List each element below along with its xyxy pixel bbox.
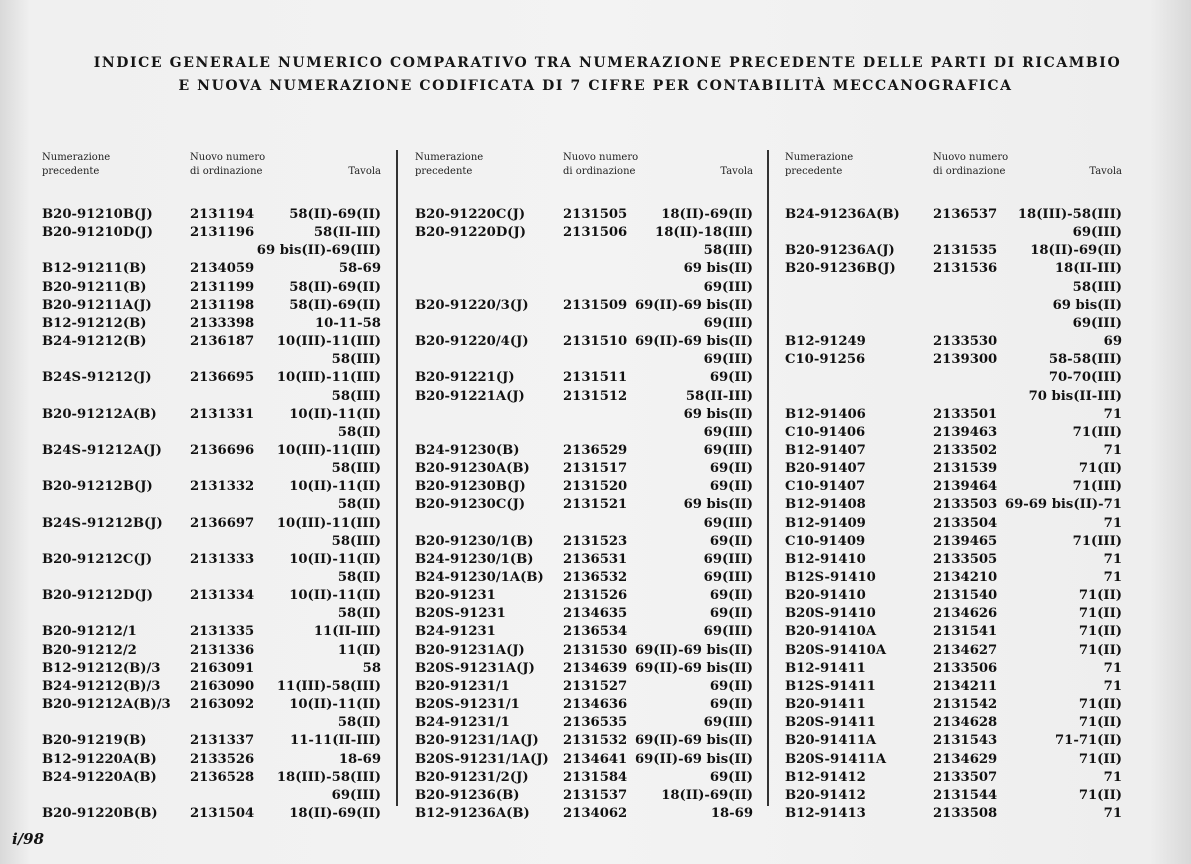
new-order-number: 2134628 — [933, 715, 998, 731]
new-order-number: 2163090 — [190, 678, 255, 694]
tavola-ref: 71(II) — [1078, 697, 1122, 713]
header-tavola: Tavola — [348, 166, 381, 177]
previous-number: B20S-91411A — [785, 751, 887, 767]
new-order-number: 2131509 — [563, 297, 628, 313]
previous-number: B20-91230B(J) — [415, 479, 526, 495]
tavola-ref: 69(III) — [703, 570, 753, 585]
tavola-ref: 10(II)-11(II) — [289, 479, 381, 495]
new-order-number: 2136532 — [563, 570, 628, 585]
new-order-number: 2131540 — [933, 588, 998, 604]
header-line: di ordinazione — [563, 166, 636, 177]
tavola-ref: 71 — [1103, 678, 1122, 694]
previous-number: B24-91212(B)/3 — [42, 678, 161, 694]
tavola-ref: 10(III)-11(III) — [276, 370, 381, 386]
new-order-number: 2131526 — [563, 588, 628, 604]
previous-number: B20-91212/1 — [42, 624, 137, 640]
previous-number: B12-91409 — [785, 515, 866, 531]
new-order-number: 2133506 — [933, 660, 998, 676]
tavola-ref: 18-69 — [710, 805, 753, 821]
new-order-number: 2131535 — [933, 243, 998, 259]
previous-number: B20S-91410 — [785, 606, 876, 622]
tavola-ref: 69(III) — [1072, 225, 1122, 241]
header-nuovo-numero — [190, 151, 265, 179]
previous-number: C10-91406 — [785, 424, 866, 440]
previous-number: B20-91411 — [785, 697, 866, 713]
new-order-number: 2131198 — [190, 297, 255, 313]
new-order-number: 2131536 — [933, 261, 998, 277]
header-line: Nuovo numero — [933, 152, 1009, 163]
new-order-number: 2131543 — [933, 733, 998, 749]
tavola-ref: 69(III) — [703, 715, 753, 731]
tavola-ref: 69(III) — [703, 515, 753, 531]
previous-number: B20-91231/2(J) — [415, 769, 529, 785]
previous-number: B20-91212C(J) — [42, 551, 153, 567]
new-order-number: 2131523 — [563, 533, 628, 549]
tavola-ref: 71(III) — [1072, 533, 1122, 549]
tavola-ref: 69(II) — [709, 606, 753, 622]
tavola-ref: 58(II-III) — [313, 225, 381, 241]
new-order-number: 2136531 — [563, 551, 628, 567]
tavola-ref: 58 — [362, 660, 381, 676]
previous-number: B20-91212D(J) — [42, 588, 154, 604]
tavola-ref: 71(II) — [1078, 642, 1122, 658]
new-order-number: 2163091 — [190, 660, 255, 676]
tavola-ref: 69(III) — [1072, 315, 1122, 331]
tavola-ref: 69 bis(II) — [683, 497, 753, 513]
tavola-ref: 10-11-58 — [314, 315, 381, 331]
tavola-ref: 69 — [1103, 334, 1122, 350]
tavola-ref: 11(II-III) — [313, 624, 381, 640]
tavola-ref: 58(II-III) — [685, 388, 753, 404]
new-order-number: 2133398 — [190, 315, 255, 331]
new-order-number: 2131584 — [563, 769, 628, 785]
new-order-number: 2139465 — [933, 533, 998, 549]
previous-number: B24-91231/1 — [415, 715, 510, 731]
previous-number: B24-91231 — [415, 624, 496, 640]
tavola-ref: 71(II) — [1078, 751, 1122, 767]
new-order-number: 2136187 — [190, 334, 255, 350]
tavola-ref: 69(II)-69 bis(II) — [634, 297, 753, 313]
new-order-number: 2131511 — [563, 370, 628, 386]
previous-number: B20-91212A(B) — [42, 406, 157, 422]
tavola-ref: 71(II) — [1078, 787, 1122, 803]
header-line: di ordinazione — [933, 166, 1006, 177]
tavola-ref: 69(III) — [703, 424, 753, 440]
previous-number: B20S-91231/1 — [415, 697, 520, 713]
tavola-ref: 18(II)-69(II) — [289, 805, 381, 821]
new-order-number: 2133507 — [933, 769, 998, 785]
tavola-ref: 69(III) — [703, 315, 753, 331]
previous-number: B20-91221(J) — [415, 370, 515, 386]
tavola-ref: 58-69 — [338, 261, 381, 277]
new-order-number: 2131539 — [933, 461, 998, 477]
previous-number: B20-91410 — [785, 588, 866, 604]
tavola-ref: 58(III) — [331, 388, 381, 404]
new-order-number: 2136534 — [563, 624, 628, 640]
tavola-ref: 11-11(II-III) — [290, 733, 381, 749]
tavola-ref: 71(II) — [1078, 606, 1122, 622]
previous-number: B12-91249 — [785, 334, 866, 350]
previous-number: B24S-91212B(J) — [42, 515, 163, 531]
new-order-number: 2131336 — [190, 642, 255, 658]
tavola-ref: 58(III) — [703, 243, 753, 259]
new-order-number: 2133526 — [190, 751, 255, 767]
previous-number: B20-91211(B) — [42, 279, 147, 295]
new-order-number: 2134210 — [933, 570, 998, 585]
tavola-ref: 10(II)-11(II) — [289, 406, 381, 422]
column-divider-2 — [767, 150, 769, 806]
previous-number: B20-91230C(J) — [415, 497, 526, 513]
new-order-number: 2131196 — [190, 225, 255, 241]
header-line: Numerazione — [415, 152, 484, 163]
new-order-number: 2131532 — [563, 733, 628, 749]
new-order-number: 2133505 — [933, 551, 998, 567]
new-order-number: 2131194 — [190, 207, 255, 222]
previous-number: B20S-91410A — [785, 642, 887, 658]
tavola-ref: 18(III)-58(III) — [276, 769, 381, 785]
page-number: i/98 — [12, 830, 45, 848]
previous-number: B20-91230/1(B) — [415, 533, 534, 549]
header-nuovo-numero — [933, 151, 1008, 179]
previous-number: B24-91230/1A(B) — [415, 570, 544, 585]
new-order-number: 2131199 — [190, 279, 255, 295]
new-order-number: 2134211 — [933, 678, 998, 694]
previous-number: B20-91219(B) — [42, 733, 147, 749]
tavola-ref: 71 — [1103, 515, 1122, 531]
new-order-number: 2131542 — [933, 697, 998, 713]
new-order-number: 2131520 — [563, 479, 628, 495]
previous-number: B12S-91411 — [785, 678, 876, 694]
new-order-number: 2131530 — [563, 642, 628, 658]
tavola-ref: 69(III) — [703, 352, 753, 368]
tavola-ref: 69(II) — [709, 461, 753, 477]
previous-number: B12-91220A(B) — [42, 751, 157, 767]
tavola-ref: 69(III) — [331, 787, 381, 803]
tavola-ref: 71-71(II) — [1055, 733, 1122, 749]
new-order-number: 2136697 — [190, 515, 255, 531]
tavola-ref: 58(III) — [331, 461, 381, 477]
tavola-ref: 71 — [1103, 442, 1122, 458]
tavola-ref: 10(II)-11(II) — [289, 551, 381, 567]
header-line: precedente — [415, 166, 473, 177]
previous-number: C10-91409 — [785, 533, 866, 549]
new-order-number: 2136695 — [190, 370, 255, 386]
previous-number: B20-91236A(J) — [785, 243, 895, 259]
previous-number: B24-91220A(B) — [42, 769, 157, 785]
previous-number: B24-91230(B) — [415, 442, 520, 458]
previous-number: B20-91231/1 — [415, 678, 510, 694]
tavola-ref: 58(II)-69(II) — [289, 297, 381, 313]
new-order-number: 2136535 — [563, 715, 628, 731]
new-order-number: 2131527 — [563, 678, 628, 694]
previous-number: B24-91230/1(B) — [415, 551, 534, 567]
header-nuovo-numero — [563, 151, 638, 179]
new-order-number: 2131334 — [190, 588, 255, 604]
new-order-number: 2139300 — [933, 352, 998, 368]
previous-number: B12-91411 — [785, 660, 866, 676]
tavola-ref: 69(III) — [703, 442, 753, 458]
tavola-ref: 71(III) — [1072, 479, 1122, 495]
new-order-number: 2131333 — [190, 551, 255, 567]
tavola-ref: 69-69 bis(II)-71 — [1004, 497, 1122, 513]
previous-number: B20-91220B(B) — [42, 805, 158, 821]
new-order-number: 2134062 — [563, 805, 628, 821]
new-order-number: 2131521 — [563, 497, 628, 513]
previous-number: B12S-91410 — [785, 570, 876, 585]
tavola-ref: 69(II)-69 bis(II) — [634, 334, 753, 350]
tavola-ref: 18(II-III) — [1054, 261, 1122, 277]
new-order-number: 2131541 — [933, 624, 998, 640]
previous-number: B20-91211A(J) — [42, 297, 152, 313]
tavola-ref: 10(III)-11(III) — [276, 442, 381, 458]
previous-number: B12-91412 — [785, 769, 866, 785]
new-order-number: 2136529 — [563, 442, 628, 458]
tavola-ref: 58(III) — [1072, 279, 1122, 295]
tavola-ref: 69(III) — [703, 624, 753, 640]
new-order-number: 2134636 — [563, 697, 628, 713]
header-line: Nuovo numero — [190, 152, 266, 163]
tavola-ref: 69(III) — [703, 551, 753, 567]
index-title-line-1: INDICE GENERALE NUMERICO COMPARATIVO TRA NUMERAZIONE PRECEDENTE DELLE PARTI DI RICAMBIO — [93, 55, 1122, 71]
new-order-number: 2139464 — [933, 479, 998, 495]
previous-number: B12-91212(B)/3 — [42, 660, 161, 676]
tavola-ref: 69 bis(II) — [683, 261, 753, 277]
new-order-number: 2133501 — [933, 406, 998, 422]
header-line: precedente — [42, 166, 100, 177]
previous-number: B20-91236B(J) — [785, 261, 896, 277]
previous-number: B12-91407 — [785, 442, 866, 458]
tavola-ref: 58-58(III) — [1048, 352, 1122, 368]
header-tavola: Tavola — [720, 166, 753, 177]
new-order-number: 2133503 — [933, 497, 998, 513]
tavola-ref: 58(II) — [337, 424, 381, 440]
tavola-ref: 69 bis(II) — [1052, 297, 1122, 313]
tavola-ref: 58(III) — [331, 533, 381, 549]
previous-number: B20-91212A(B)/3 — [42, 697, 171, 713]
tavola-ref: 69(II) — [709, 697, 753, 713]
new-order-number: 2131517 — [563, 461, 628, 477]
header-numerazione-precedente — [42, 151, 110, 179]
previous-number: B20-91410A — [785, 624, 877, 640]
new-order-number: 2134639 — [563, 660, 628, 676]
previous-number: B24-91236A(B) — [785, 207, 900, 222]
tavola-ref: 58(III) — [331, 352, 381, 368]
header-line: Nuovo numero — [563, 152, 639, 163]
tavola-ref: 11(II) — [337, 642, 381, 658]
new-order-number: 2134626 — [933, 606, 998, 622]
tavola-ref: 58(II) — [337, 606, 381, 622]
previous-number: B20-91220/3(J) — [415, 297, 529, 313]
new-order-number: 2131510 — [563, 334, 628, 350]
tavola-ref: 10(III)-11(III) — [276, 334, 381, 350]
previous-number: B20-91231/1A(J) — [415, 733, 539, 749]
tavola-ref: 18(III)-58(III) — [1017, 207, 1122, 222]
column-divider-1 — [396, 150, 398, 806]
tavola-ref: 71(II) — [1078, 624, 1122, 640]
tavola-ref: 71 — [1103, 406, 1122, 422]
header-numerazione-precedente — [415, 151, 483, 179]
tavola-ref: 18-69 — [338, 751, 381, 767]
previous-number: B20S-91231A(J) — [415, 660, 535, 676]
tavola-ref: 18(II)-69(II) — [661, 787, 753, 803]
tavola-ref: 69(II)-69 bis(II) — [634, 751, 753, 767]
previous-number: B20-91407 — [785, 461, 866, 477]
tavola-ref: 71(II) — [1078, 715, 1122, 731]
header-line: precedente — [785, 166, 843, 177]
tavola-ref: 71 — [1103, 551, 1122, 567]
tavola-ref: 18(II)-69(II) — [1030, 243, 1122, 259]
tavola-ref: 58(II)-69(II) — [289, 279, 381, 295]
tavola-ref: 58(II) — [337, 497, 381, 513]
new-order-number: 2134641 — [563, 751, 628, 767]
previous-number: B12-91410 — [785, 551, 866, 567]
tavola-ref: 69(III) — [703, 279, 753, 295]
new-order-number: 2136696 — [190, 442, 255, 458]
previous-number: B20-91411A — [785, 733, 877, 749]
tavola-ref: 69(II) — [709, 370, 753, 386]
new-order-number: 2131506 — [563, 225, 628, 241]
previous-number: B12-91413 — [785, 805, 866, 821]
new-order-number: 2133508 — [933, 805, 998, 821]
new-order-number: 2134627 — [933, 642, 998, 658]
new-order-number: 2133504 — [933, 515, 998, 531]
tavola-ref: 69(II) — [709, 588, 753, 604]
previous-number: B20-91220/4(J) — [415, 334, 529, 350]
tavola-ref: 69(II) — [709, 769, 753, 785]
previous-number: B12-91212(B) — [42, 315, 147, 331]
tavola-ref: 58(II) — [337, 570, 381, 585]
tavola-ref: 10(II)-11(II) — [289, 697, 381, 713]
tavola-ref: 10(III)-11(III) — [276, 515, 381, 531]
previous-number: B20S-91231/1A(J) — [415, 751, 549, 767]
tavola-ref: 11(III)-58(III) — [276, 678, 381, 694]
tavola-ref: 69 bis(II) — [683, 406, 753, 422]
tavola-ref: 69(II)-69 bis(II) — [634, 660, 753, 676]
new-order-number: 2134629 — [933, 751, 998, 767]
previous-number: B20S-91411 — [785, 715, 876, 731]
new-order-number: 2134059 — [190, 261, 255, 277]
new-order-number: 2133502 — [933, 442, 998, 458]
new-order-number: 2131332 — [190, 479, 255, 495]
previous-number: B20-91412 — [785, 787, 866, 803]
tavola-ref: 71 — [1103, 805, 1122, 821]
new-order-number: 2136528 — [190, 769, 255, 785]
previous-number: B20-91230A(B) — [415, 461, 530, 477]
new-order-number: 2131337 — [190, 733, 255, 749]
tavola-ref: 71 — [1103, 769, 1122, 785]
previous-number: B20-91220D(J) — [415, 225, 527, 241]
new-order-number: 2131335 — [190, 624, 255, 640]
previous-number: C10-91407 — [785, 479, 866, 495]
header-tavola: Tavola — [1089, 166, 1122, 177]
new-order-number: 2131505 — [563, 207, 628, 222]
tavola-ref: 71(II) — [1078, 588, 1122, 604]
tavola-ref: 18(II)-69(II) — [661, 207, 753, 222]
previous-number: B12-91211(B) — [42, 261, 147, 277]
tavola-ref: 69(II) — [709, 678, 753, 694]
new-order-number: 2131544 — [933, 787, 998, 803]
new-order-number: 2139463 — [933, 424, 998, 440]
index-title-line-2: E NUOVA NUMERAZIONE CODIFICATA DI 7 CIFRE PER CONTABILITÀ MECCANOGRAFICA — [178, 78, 1013, 94]
previous-number: B20-91231A(J) — [415, 642, 525, 658]
tavola-ref: 58(II) — [337, 715, 381, 731]
new-order-number: 2133530 — [933, 334, 998, 350]
tavola-ref: 10(II)-11(II) — [289, 588, 381, 604]
header-line: di ordinazione — [190, 166, 263, 177]
tavola-ref: 71 — [1103, 570, 1122, 585]
new-order-number: 2131512 — [563, 388, 628, 404]
previous-number: B20-91231 — [415, 588, 496, 604]
new-order-number: 2163092 — [190, 697, 255, 713]
new-order-number: 2131504 — [190, 805, 255, 821]
previous-number: B20-91236(B) — [415, 787, 520, 803]
previous-number: B20-91212B(J) — [42, 479, 153, 495]
previous-number: B20-91210B(J) — [42, 207, 153, 222]
previous-number: B24S-91212A(J) — [42, 442, 162, 458]
new-order-number: 2131537 — [563, 787, 628, 803]
tavola-ref: 71(II) — [1078, 461, 1122, 477]
new-order-number: 2134635 — [563, 606, 628, 622]
previous-number: B24S-91212(J) — [42, 370, 152, 386]
new-order-number: 2131331 — [190, 406, 255, 422]
tavola-ref: 70 bis(II-III) — [1028, 388, 1122, 404]
previous-number: B12-91406 — [785, 406, 866, 422]
tavola-ref: 69(II) — [709, 533, 753, 549]
tavola-ref: 71 — [1103, 660, 1122, 676]
previous-number: B12-91408 — [785, 497, 866, 513]
previous-number: B20S-91231 — [415, 606, 506, 622]
tavola-ref: 69(II) — [709, 479, 753, 495]
header-line: Numerazione — [42, 152, 111, 163]
tavola-ref: 69(II)-69 bis(II) — [634, 642, 753, 658]
tavola-ref: 18(II)-18(III) — [655, 225, 753, 241]
header-line: Numerazione — [785, 152, 854, 163]
previous-number: B20-91210D(J) — [42, 225, 154, 241]
tavola-ref: 69 bis(II)-69(III) — [256, 243, 381, 259]
previous-number: B20-91212/2 — [42, 642, 137, 658]
previous-number: B20-91221A(J) — [415, 388, 525, 404]
new-order-number: 2136537 — [933, 207, 998, 222]
tavola-ref: 71(III) — [1072, 424, 1122, 440]
header-numerazione-precedente — [785, 151, 853, 179]
previous-number: B12-91236A(B) — [415, 805, 530, 821]
previous-number: C10-91256 — [785, 352, 866, 368]
previous-number: B20-91220C(J) — [415, 207, 526, 222]
tavola-ref: 58(II)-69(II) — [289, 207, 381, 222]
tavola-ref: 69(II)-69 bis(II) — [634, 733, 753, 749]
previous-number: B24-91212(B) — [42, 334, 147, 350]
tavola-ref: 70-70(III) — [1048, 370, 1122, 386]
